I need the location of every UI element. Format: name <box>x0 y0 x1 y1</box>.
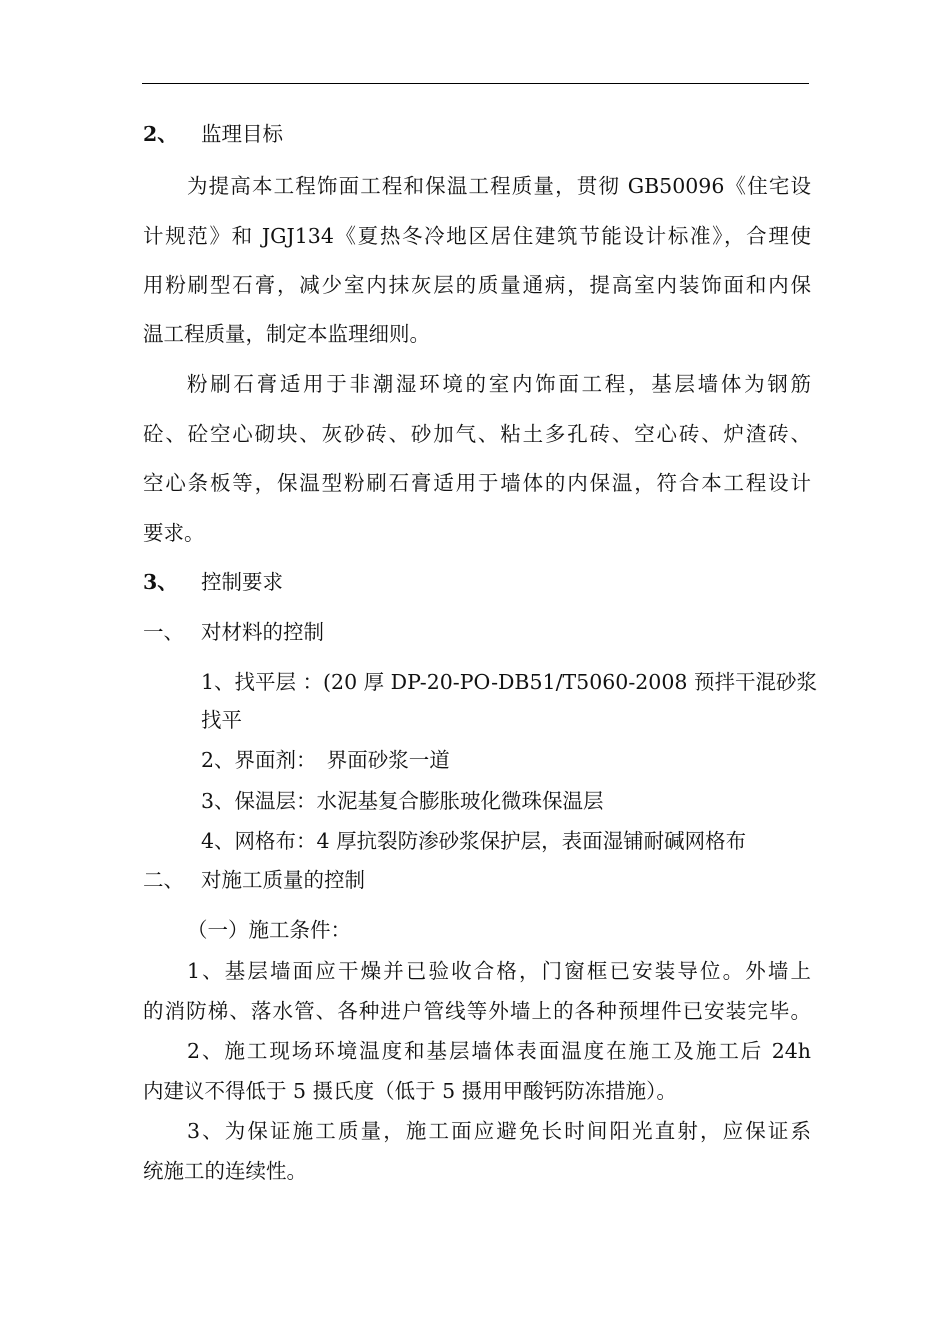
para2-line-1: 粉刷石膏适用于非潮湿环境的室内饰面工程，基层墙体为钢筋 <box>187 372 811 396</box>
material-item-1: 1、找平层 ：(20 厚 DP-20-PO-DB51/T5060-2008 预拌干混砂浆 <box>201 670 817 694</box>
para2-line-3: 空心条板等，保温型粉刷石膏适用于墙体的内保温，符合本工程设计 <box>143 471 811 495</box>
section-3-heading <box>143 568 283 596</box>
header-rule <box>142 83 809 84</box>
condition-1-line-2: 的消防梯、落水管、各种进户管线等外墙上的各种预埋件已安装完毕。 <box>143 999 811 1023</box>
section-3-number: 3、 <box>143 570 178 594</box>
part-2-title: 对施工质量的控制 <box>201 868 365 892</box>
section-3-title: 控制要求 <box>201 570 283 594</box>
part-1-heading <box>143 618 324 646</box>
condition-3-line-2: 统施工的连续性。 <box>143 1159 307 1183</box>
section-2-title: 监理目标 <box>201 122 283 146</box>
part-2-number: 二、 <box>143 868 184 892</box>
para1-line-4: 温工程质量，制定本监理细则。 <box>143 322 430 346</box>
para1-line-1: 为提高本工程饰面工程和保温工程质量，贯彻 GB50096《住宅设 <box>187 174 811 198</box>
para2-line-4: 要求。 <box>143 521 205 545</box>
part-1-title: 对材料的控制 <box>201 620 324 644</box>
material-item-3: 3、保温层：水泥基复合膨胀玻化微珠保温层 <box>201 789 604 813</box>
para1-line-3: 用粉刷型石膏，减少室内抹灰层的质量通病，提高室内装饰面和内保 <box>143 273 811 297</box>
condition-1-line-1: 1、基层墙面应干燥并已验收合格，门窗框已安装导位。外墙上 <box>187 959 811 983</box>
section-2-heading <box>143 120 283 148</box>
condition-2-line-1: 2、施工现场环境温度和基层墙体表面温度在施工及施工后 24h <box>187 1039 811 1063</box>
para2-line-2: 砼、砼空心砌块、灰砂砖、砂加气、粘土多孔砖、空心砖、炉渣砖、 <box>143 422 811 446</box>
material-item-4: 4、网格布：4 厚抗裂防渗砂浆保护层，表面湿铺耐碱网格布 <box>201 829 747 853</box>
part-1-number: 一、 <box>143 620 184 644</box>
material-item-2: 2、界面剂： 界面砂浆一道 <box>201 748 450 772</box>
para1-line-2: 计规范》和 JGJ134《夏热冬冷地区居住建筑节能设计标准》，合理使 <box>143 224 811 248</box>
condition-3-line-1: 3、为保证施工质量，施工面应避免长时间阳光直射，应保证系 <box>187 1119 811 1143</box>
part-2-heading <box>143 866 365 894</box>
material-item-1-cont: 找平 <box>201 708 242 732</box>
condition-2-line-2: 内建议不得低于 5 摄氏度（低于 5 摄用甲酸钙防冻措施）。 <box>143 1079 677 1103</box>
section-2-number: 2、 <box>143 122 178 146</box>
construction-conditions-heading: （一）施工条件： <box>187 918 351 942</box>
